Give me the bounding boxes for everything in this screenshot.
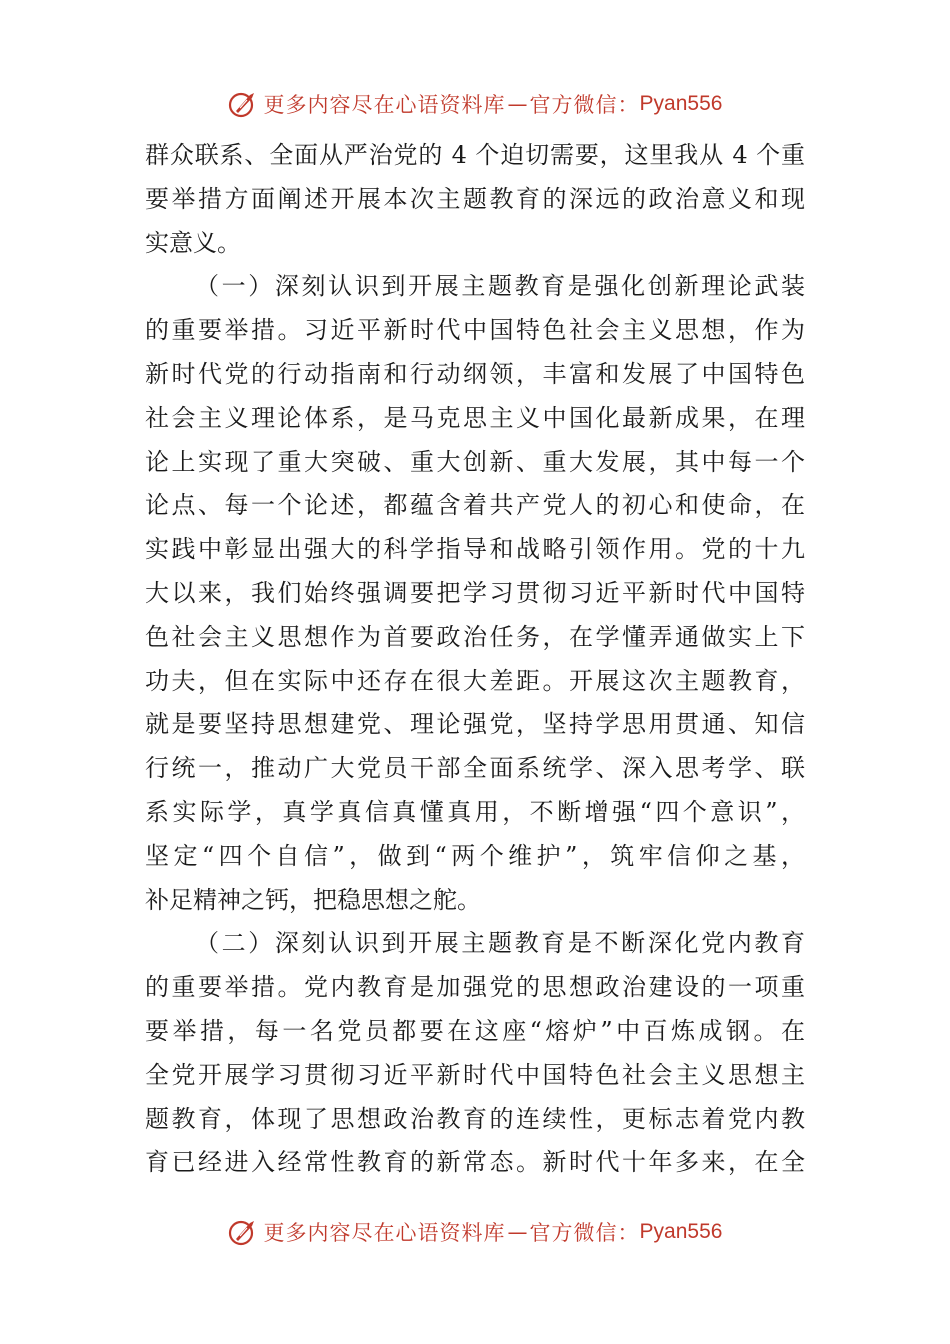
watermark-separator: — bbox=[507, 92, 528, 116]
document-body bbox=[145, 134, 805, 1185]
text-line: 的重要举措。习近平新时代中国特色社会主义思想，作为 bbox=[145, 316, 805, 345]
text-line: 育已经进入经常性教育的新常态。新时代十年多来，在全 bbox=[145, 1148, 805, 1177]
text-line: 系实际学，真学真信真懂真用，不断增强“四个意识”， bbox=[145, 797, 805, 826]
text-line: 就是要坚持思想建党、理论强党，坚持学思用贯通、知信 bbox=[145, 710, 805, 739]
text-line: 行统一，推动广大党员干部全面系统学、深入思考学、联 bbox=[145, 754, 805, 783]
watermark-text: 更多内容尽在心语资料库 bbox=[263, 1221, 506, 1245]
text-line: 坚定“四个自信”，做到“两个维护”，筑牢信仰之基， bbox=[145, 841, 805, 870]
text-line: 的重要举措。党内教育是加强党的思想政治建设的一项重 bbox=[145, 973, 805, 1002]
text-line: 社会主义理论体系，是马克思主义中国化最新成果，在理 bbox=[145, 403, 805, 432]
text-line: 实践中彰显出强大的科学指导和战略引领作用。党的十九 bbox=[145, 535, 805, 564]
quill-pen-logo-icon bbox=[228, 89, 258, 119]
watermark-contact-label: 官方微信： bbox=[529, 93, 640, 117]
text-line: 要举措方面阐述开展本次主题教育的深远的政治意义和现 bbox=[145, 184, 805, 213]
quill-pen-logo-icon bbox=[228, 1217, 258, 1247]
text-line: 论点、每一个论述，都蕴含着共产党人的初心和使命，在 bbox=[145, 491, 805, 520]
text-line: 实意义。 bbox=[145, 228, 241, 257]
text-line: 大以来，我们始终强调要把学习贯彻习近平新时代中国特 bbox=[145, 578, 805, 607]
text-line: 要举措，每一名党员都要在这座“熔炉”中百炼成钢。在 bbox=[145, 1016, 805, 1045]
text-line: （一）深刻认识到开展主题教育是强化创新理论武装 bbox=[195, 272, 805, 301]
watermark-separator: — bbox=[507, 1220, 528, 1244]
text-line: 全党开展学习贯彻习近平新时代中国特色社会主义思想主 bbox=[145, 1060, 805, 1089]
text-line: 功夫，但在实际中还存在很大差距。开展这次主题教育， bbox=[145, 666, 805, 695]
text-line: 题教育，体现了思想政治教育的连续性，更标志着党内教 bbox=[145, 1104, 805, 1133]
watermark-text: 更多内容尽在心语资料库 bbox=[263, 93, 506, 117]
text-line: 新时代党的行动指南和行动纲领，丰富和发展了中国特色 bbox=[145, 359, 805, 388]
footer-watermark bbox=[0, 1212, 950, 1252]
text-line: （二）深刻认识到开展主题教育是不断深化党内教育 bbox=[195, 929, 805, 958]
watermark-contact-id: Pyan556 bbox=[639, 92, 723, 115]
text-line: 补足精神之钙，把稳思想之舵。 bbox=[145, 885, 481, 914]
watermark-contact-label: 官方微信： bbox=[529, 1221, 640, 1245]
text-line: 论上实现了重大突破、重大创新、重大发展，其中每一个 bbox=[145, 447, 805, 476]
text-line: 色社会主义思想作为首要政治任务，在学懂弄通做实上下 bbox=[145, 622, 805, 651]
header-watermark bbox=[0, 84, 950, 124]
watermark-contact-id: Pyan556 bbox=[639, 1220, 723, 1243]
text-line: 群众联系、全面从严治党的 4 个迫切需要，这里我从 4 个重 bbox=[145, 141, 805, 169]
